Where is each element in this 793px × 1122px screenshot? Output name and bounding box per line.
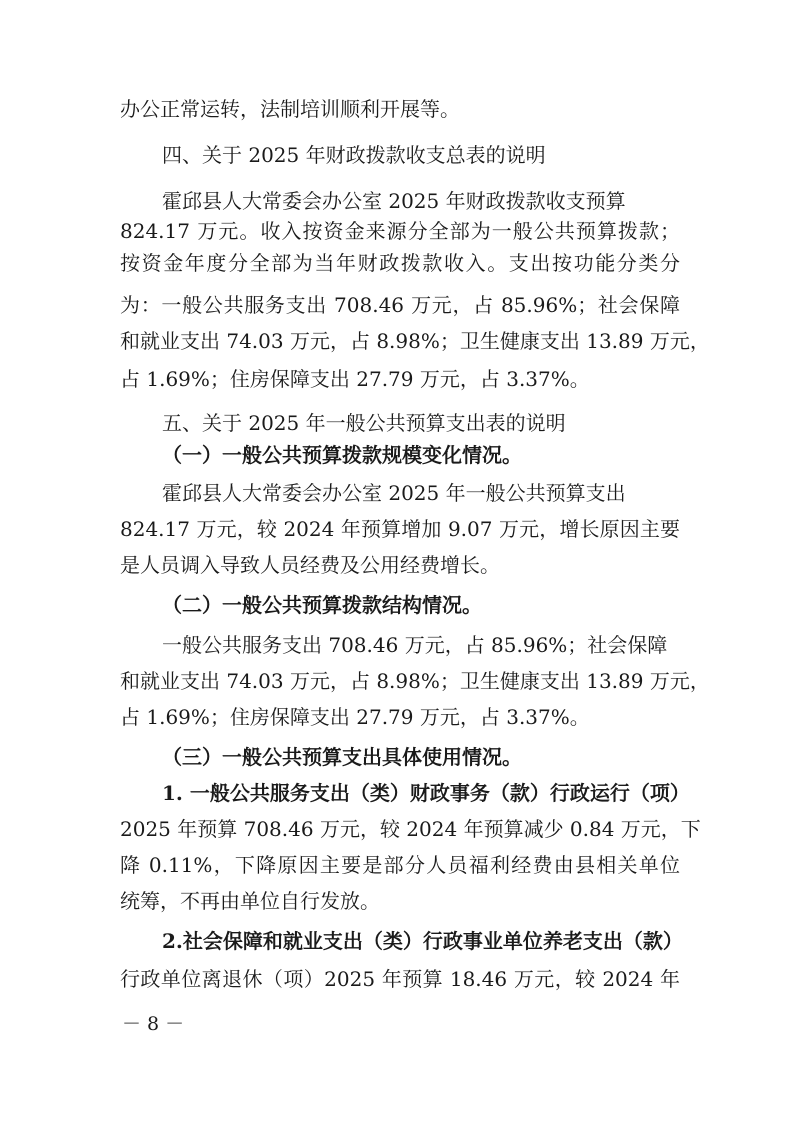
paragraph-line: 统筹，不再由单位自行发放。 <box>120 889 380 913</box>
paragraph-line: 霍邱县人大常委会办公室 2025 年一般公共预算支出 <box>162 481 626 505</box>
page-number: － 8 － <box>122 1013 185 1035</box>
paragraph-line: 2025 年预算 708.46 万元，较 2024 年预算减少 0.84 万元，下 <box>120 817 701 841</box>
paragraph-line: 占 1.69%；住房保障支出 27.79 万元，占 3.37%。 <box>120 705 590 729</box>
item-heading-two: 2.社会保障和就业支出（类）行政事业单位养老支出（款） <box>162 929 683 953</box>
section-heading-four: 四、关于 2025 年财政拨款收支总表的说明 <box>162 143 546 167</box>
paragraph-line: 824.17 万元。收入按资金来源分全部为一般公共预算拨款； <box>120 219 680 243</box>
item-heading-one: 1. 一般公共服务支出（类）财政事务（款）行政运行（项） <box>162 781 690 805</box>
paragraph-line: 占 1.69%；住房保障支出 27.79 万元，占 3.37%。 <box>120 367 590 391</box>
subsection-heading-one: （一）一般公共预算拨款规模变化情况。 <box>162 443 522 467</box>
paragraph-line: 按资金年度分全部为当年财政拨款收入。支出按功能分类分 <box>120 251 680 275</box>
paragraph-line: 和就业支出 74.03 万元，占 8.98%；卫生健康支出 13.89 万元， <box>120 329 710 353</box>
paragraph-line: 一般公共服务支出 708.46 万元，占 85.96%；社会保障 <box>162 633 668 657</box>
paragraph-line: 降 0.11%，下降原因主要是部分人员福利经费由县相关单位 <box>120 853 680 877</box>
paragraph-line: 是人员调入导致人员经费及公用经费增长。 <box>120 553 500 577</box>
paragraph-line: 霍邱县人大常委会办公室 2025 年财政拨款收支预算 <box>162 189 626 213</box>
section-heading-five: 五、关于 2025 年一般公共预算支出表的说明 <box>162 411 566 435</box>
paragraph-line: 为：一般公共服务支出 708.46 万元，占 85.96%；社会保障 <box>120 293 680 317</box>
subsection-heading-two: （二）一般公共预算拨款结构情况。 <box>162 593 482 617</box>
paragraph-line: 办公正常运转，法制培训顺利开展等。 <box>120 97 460 121</box>
subsection-heading-three: （三）一般公共预算支出具体使用情况。 <box>162 745 522 769</box>
paragraph-line: 824.17 万元，较 2024 年预算增加 9.07 万元，增长原因主要 <box>120 517 680 541</box>
paragraph-line: 和就业支出 74.03 万元，占 8.98%；卫生健康支出 13.89 万元， <box>120 669 710 693</box>
paragraph-line-with-bold-lead: 行政单位离退休（项）2025 年预算 18.46 万元，较 2024 年 <box>120 967 680 991</box>
